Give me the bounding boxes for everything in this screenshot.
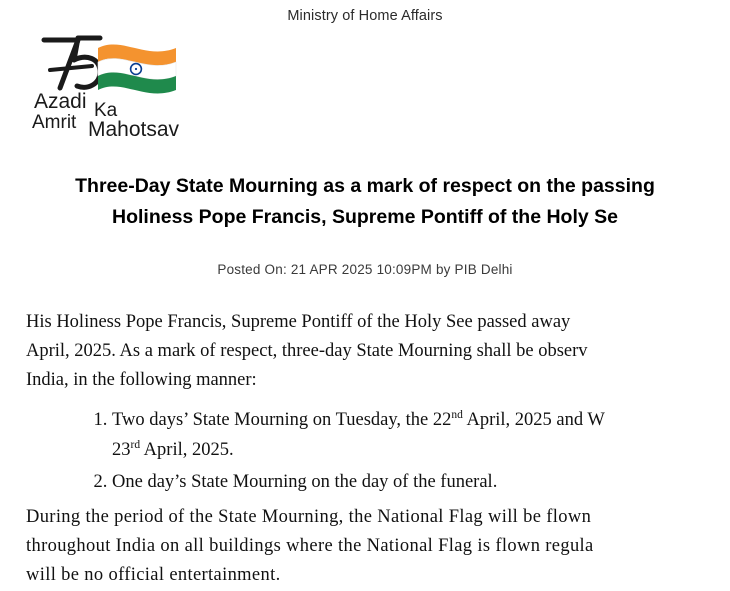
list-item-1-line-2-post: April, 2025. bbox=[140, 440, 234, 460]
list-item-1-line-1-pre: Two days’ State Mourning on Tuesday, the 22 bbox=[112, 410, 452, 430]
page-title-line-1: Three-Day State Mourning as a mark of respect on the passing bbox=[75, 175, 655, 198]
paragraph-2-line-3: will be no official entertainment. bbox=[26, 565, 281, 585]
page-title bbox=[0, 171, 730, 233]
list-item bbox=[112, 467, 730, 497]
paragraph-2-line-1: During the period of the State Mourning, the National Flag will be flown bbox=[26, 507, 592, 527]
paragraph-1 bbox=[26, 308, 730, 395]
mourning-points-list bbox=[26, 405, 730, 497]
ministry-name: Ministry of Home Affairs bbox=[287, 8, 443, 24]
svg-text:Mahotsav: Mahotsav bbox=[88, 118, 180, 138]
list-item bbox=[112, 405, 730, 465]
paragraph-1-line-3: India, in the following manner: bbox=[26, 370, 257, 390]
page-title-line-2: Holiness Pope Francis, Supreme Pontiff of the Holy Se bbox=[111, 206, 618, 229]
list-item-2-text: One day’s State Mourning on the day of the funeral. bbox=[112, 472, 498, 492]
logo-numeral-75 bbox=[44, 38, 100, 88]
list-item-1-ordinal-rd: rd bbox=[130, 438, 141, 451]
document-body bbox=[26, 308, 730, 591]
svg-text:Azadi: Azadi bbox=[34, 90, 87, 113]
list-item-1-ordinal-nd: nd bbox=[451, 408, 463, 421]
svg-text:Ka: Ka bbox=[94, 100, 118, 121]
paragraph-1-line-1: His Holiness Pope Francis, Supreme Pontiff of the Holy See passed away bbox=[26, 312, 571, 332]
paragraph-2 bbox=[26, 503, 730, 590]
azadi-ka-amrit-mahotsav-logo bbox=[30, 26, 230, 138]
list-item-1-line-2-pre: 23 bbox=[112, 440, 131, 460]
logo-wordmark bbox=[32, 90, 180, 138]
paragraph-1-line-2: April, 2025. As a mark of respect, three-day State Mourning shall be observ bbox=[26, 341, 588, 361]
paragraph-2-line-2: throughout India on all buildings where the National Flag is flown regula bbox=[26, 536, 594, 556]
list-item-1-line-1-post: April, 2025 and W bbox=[462, 410, 605, 430]
svg-text:Amrit: Amrit bbox=[32, 112, 77, 133]
indian-flag-icon bbox=[98, 45, 176, 94]
posted-on-text: Posted On: 21 APR 2025 10:09PM by PIB Delhi bbox=[217, 262, 513, 277]
